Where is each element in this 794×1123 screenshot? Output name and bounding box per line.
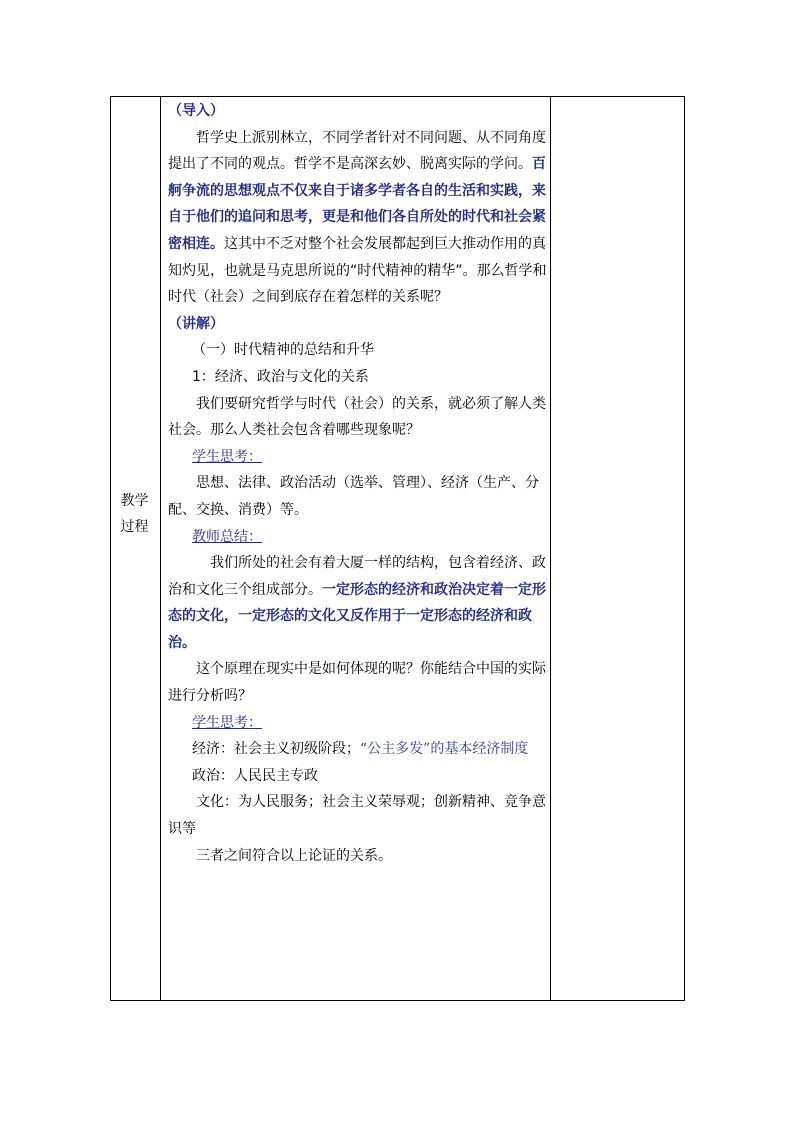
- intro-paragraph: [168, 125, 548, 311]
- summary-bold-text: 一定形态的经济和政治决定着一定形态的文化，一定形态的文化又反作用于一定形态的经济和政治。: [168, 581, 546, 651]
- culture-line: 文化：为人民服务；社会主义荣辱观；创新精神、竞争意识等: [168, 794, 546, 838]
- teacher-summary-label: 教师总结：: [192, 528, 262, 545]
- subsection-title: 1：经济、政治与文化的关系: [192, 368, 369, 385]
- section-title: （一）时代精神的总结和升华: [192, 342, 374, 359]
- row-label-text: 教学过程: [120, 493, 149, 535]
- politics-line: 政治：人民民主专政: [192, 767, 318, 784]
- label-cell: [111, 97, 161, 1001]
- question-paragraph-1: 我们要研究哲学与时代（社会）的关系，就必须了解人类社会。那么人类社会包含着哪些现象呢？: [168, 395, 546, 439]
- heading-explain: （讲解）: [168, 315, 224, 332]
- student-think-label-2: 学生思考：: [192, 714, 262, 731]
- economy-system-text: “公主多发”的基本经济制度: [360, 741, 529, 758]
- summary-paragraph: [168, 550, 548, 656]
- economy-line: 经济：社会主义初级阶段；“公主多发”的基本经济制度: [192, 741, 529, 758]
- notes-cell: [551, 97, 685, 1001]
- intro-bold-text: 百舸争流的思想观点不仅来自于诸多学者各自的生活和实践，来自于他们的追问和思考，更是和他们各自所处的时代和社会紧密相连。: [168, 156, 546, 252]
- summary-text: 我们所处的社会有着大厦一样的结构，包含着经济、政治和文化三个组成部分。: [168, 555, 546, 598]
- question-paragraph-2: 这个原理在现实中是如何体现的呢？你能结合中国的实际进行分析吗？: [168, 661, 546, 705]
- intro-text: 哲学史上派别林立，不同学者针对不同问题、从不同角度提出了不同的观点。哲学不是高深玄妙、脱离实际的学问。: [168, 129, 546, 173]
- lesson-content: [168, 98, 548, 869]
- heading-intro: （导入）: [168, 103, 224, 119]
- conclusion-line: 三者之间符合以上论证的关系。: [196, 847, 392, 864]
- student-think-label-1: 学生思考：: [192, 448, 262, 465]
- intro-tail-text: 这其中不乏对整个社会发展都起到巨大推动作用的真知灼见，也就是马克思所说的“时代精神的精华”。那么哲学和时代（社会）之间到底存在着怎样的关系呢？: [168, 235, 547, 306]
- answer-paragraph-1: 思想、法律、政治活动（选举、管理）、经济（生产、分配、交换、消费）等。: [168, 475, 539, 518]
- row-label: [110, 488, 159, 540]
